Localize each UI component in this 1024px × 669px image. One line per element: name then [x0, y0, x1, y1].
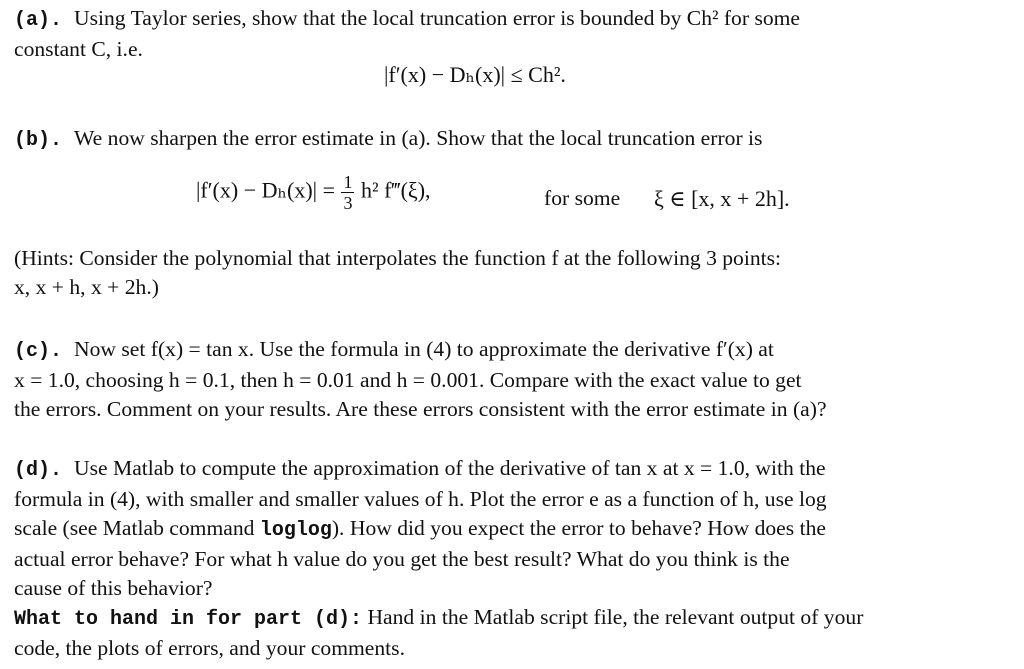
part-b-eq-left: |f′(x) − Dₕ(x)| =: [196, 177, 335, 203]
part-d-line3-post: ). How did you expect the error to behave? How does the: [331, 516, 826, 540]
part-c-line3: the errors. Comment on your results. Are these errors consistent with the error estimate in (a)?: [14, 397, 827, 421]
part-d-label: (d).: [14, 459, 63, 482]
part-a-line1: Using Taylor series, show that the local truncation error is bounded by Ch² for some: [74, 6, 801, 30]
part-d-line4: actual error behave? For what h value do you get the best result? What do you think is the: [14, 547, 790, 571]
part-b-hint-line2: x, x + h, x + 2h.): [14, 275, 159, 299]
part-b-eq-right: h² f‴(ξ),: [360, 177, 431, 203]
part-a-label: (a).: [14, 9, 63, 32]
part-d-line2: formula in (4), with smaller and smaller values of h. Plot the error e as a function of h, use log: [14, 487, 827, 511]
part-c-label: (c).: [14, 340, 63, 363]
part-b-hint: [14, 244, 1004, 302]
part-d-line3-pre: scale (see Matlab command: [14, 516, 260, 540]
part-d-line5: cause of this behavior?: [14, 576, 213, 600]
part-b-xi-range: ξ ∈ [x, x + 2h].: [654, 186, 790, 211]
fraction-numerator: 1: [343, 172, 353, 192]
part-b-for-some: for some: [544, 186, 621, 210]
one-third-fraction: [341, 172, 354, 213]
part-a-paragraph: [14, 4, 1004, 64]
hand-in-text: Hand in the Matlab script file, the relevant output of your: [362, 605, 864, 629]
part-d-paragraph: [14, 454, 1004, 663]
part-b-label: (b).: [14, 129, 63, 152]
part-b-paragraph: [14, 124, 1004, 155]
part-c-paragraph: [14, 335, 1004, 424]
part-d-line1: Use Matlab to compute the approximation of the derivative of tan x at x = 1.0, with the: [74, 456, 826, 480]
fraction-denominator: 3: [343, 193, 353, 213]
hand-in-label: What to hand in for part (d):: [14, 608, 363, 631]
part-a-equation: |f′(x) − Dₕ(x)| ≤ Ch².: [384, 62, 566, 87]
hand-in-line2: code, the plots of errors, and your comments.: [14, 636, 405, 660]
part-a-line2: constant C, i.e.: [14, 37, 143, 61]
part-b-line1: We now sharpen the error estimate in (a). Show that the local truncation error is: [74, 126, 763, 150]
part-b-equation: [196, 172, 431, 213]
loglog-command: loglog: [259, 519, 332, 542]
part-c-line2: x = 1.0, choosing h = 0.1, then h = 0.01 and h = 0.001. Compare with the exact value to get: [14, 368, 802, 392]
part-c-line1: Now set f(x) = tan x. Use the formula in (4) to approximate the derivative f′(x) at: [74, 337, 774, 361]
part-b-hint-line1: (Hints: Consider the polynomial that interpolates the function f at the following 3 points:: [14, 246, 782, 270]
